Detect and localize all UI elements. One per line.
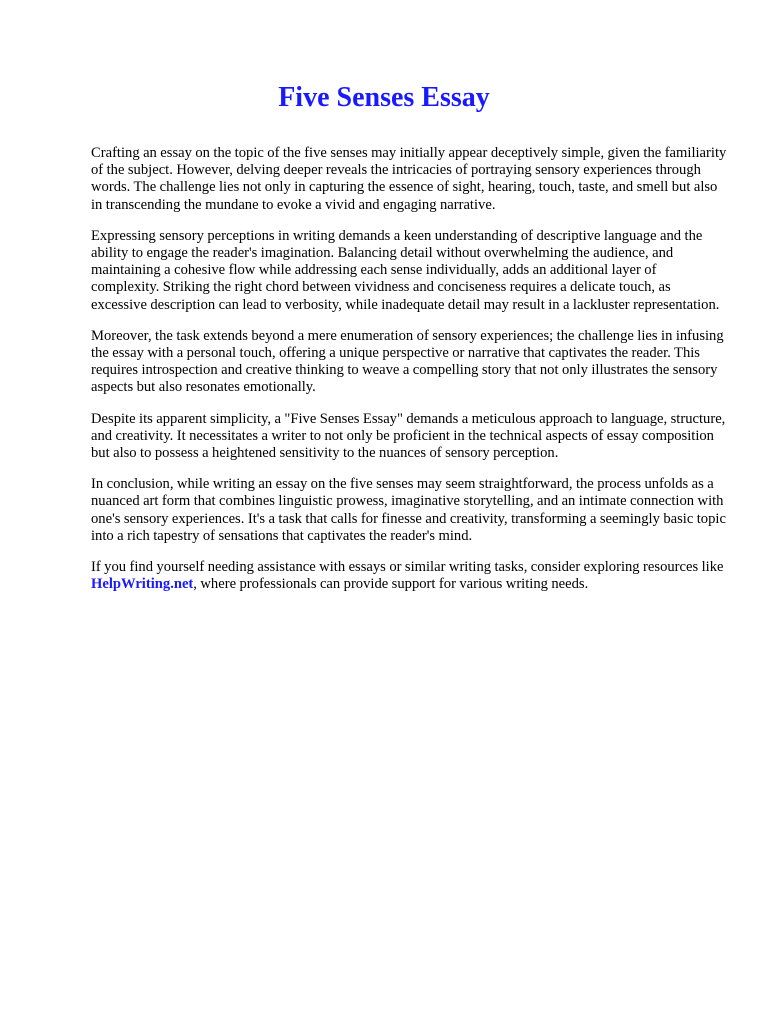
essay-body: [91, 145, 727, 607]
helpwriting-link[interactable]: HelpWriting.net: [91, 576, 194, 593]
paragraph-5: In conclusion, while writing an essay on the five senses may seem straightforward, the process unfolds as a nuanced art form that combines linguistic prowess, imaginative storytelling, and an intimate connection with one's sensory experiences. It's a task that calls for finesse and creativity, transforming a seemingly basic topic into a rich tapestry of sensations that captivates the reader's mind.: [91, 476, 726, 544]
paragraph-2: Expressing sensory perceptions in writing demands a keen understanding of descriptive language and the ability to engage the reader's imagination. Balancing detail without overwhelming the audience, and maintaining a cohesive flow while addressing each sense individually, adds an additional layer of complexity. Striking the right chord between vividness and conciseness requires a delicate touch, as excessive description can lead to verbosity, while inadequate detail may result in a lackluster representation.: [91, 227, 720, 313]
paragraph-3: Moreover, the task extends beyond a mere enumeration of sensory experiences; the challenge lies in infusing the essay with a personal touch, offering a unique perspective or narrative that captivates the reader. This requires introspection and creative thinking to weave a compelling story that not only illustrates the sensory aspects but also resonates emotionally.: [91, 327, 724, 396]
closing-paragraph: [91, 559, 727, 593]
page-title: Five Senses Essay: [278, 82, 490, 113]
closing-text-before: If you find yourself needing assistance with essays or similar writing tasks, consider exploring resources like: [91, 559, 724, 576]
closing-text-after: , where professionals can provide support for various writing needs.: [193, 576, 589, 593]
paragraph-4: Despite its apparent simplicity, a "Five Senses Essay" demands a meticulous approach to language, structure, and creativity. It necessitates a writer to not only be proficient in the technical aspects of essay composition but also to possess a heightened sensitivity to the nuances of sensory perception.: [91, 410, 726, 462]
paragraph-1: Crafting an essay on the topic of the five senses may initially appear deceptively simple, given the familiarity of the subject. However, delving deeper reveals the intricacies of portraying sensory experiences through words. The challenge lies not only in capturing the essence of sight, hearing, touch, taste, and smell but also in transcending the mundane to evoke a vivid and engaging narrative.: [91, 145, 727, 213]
